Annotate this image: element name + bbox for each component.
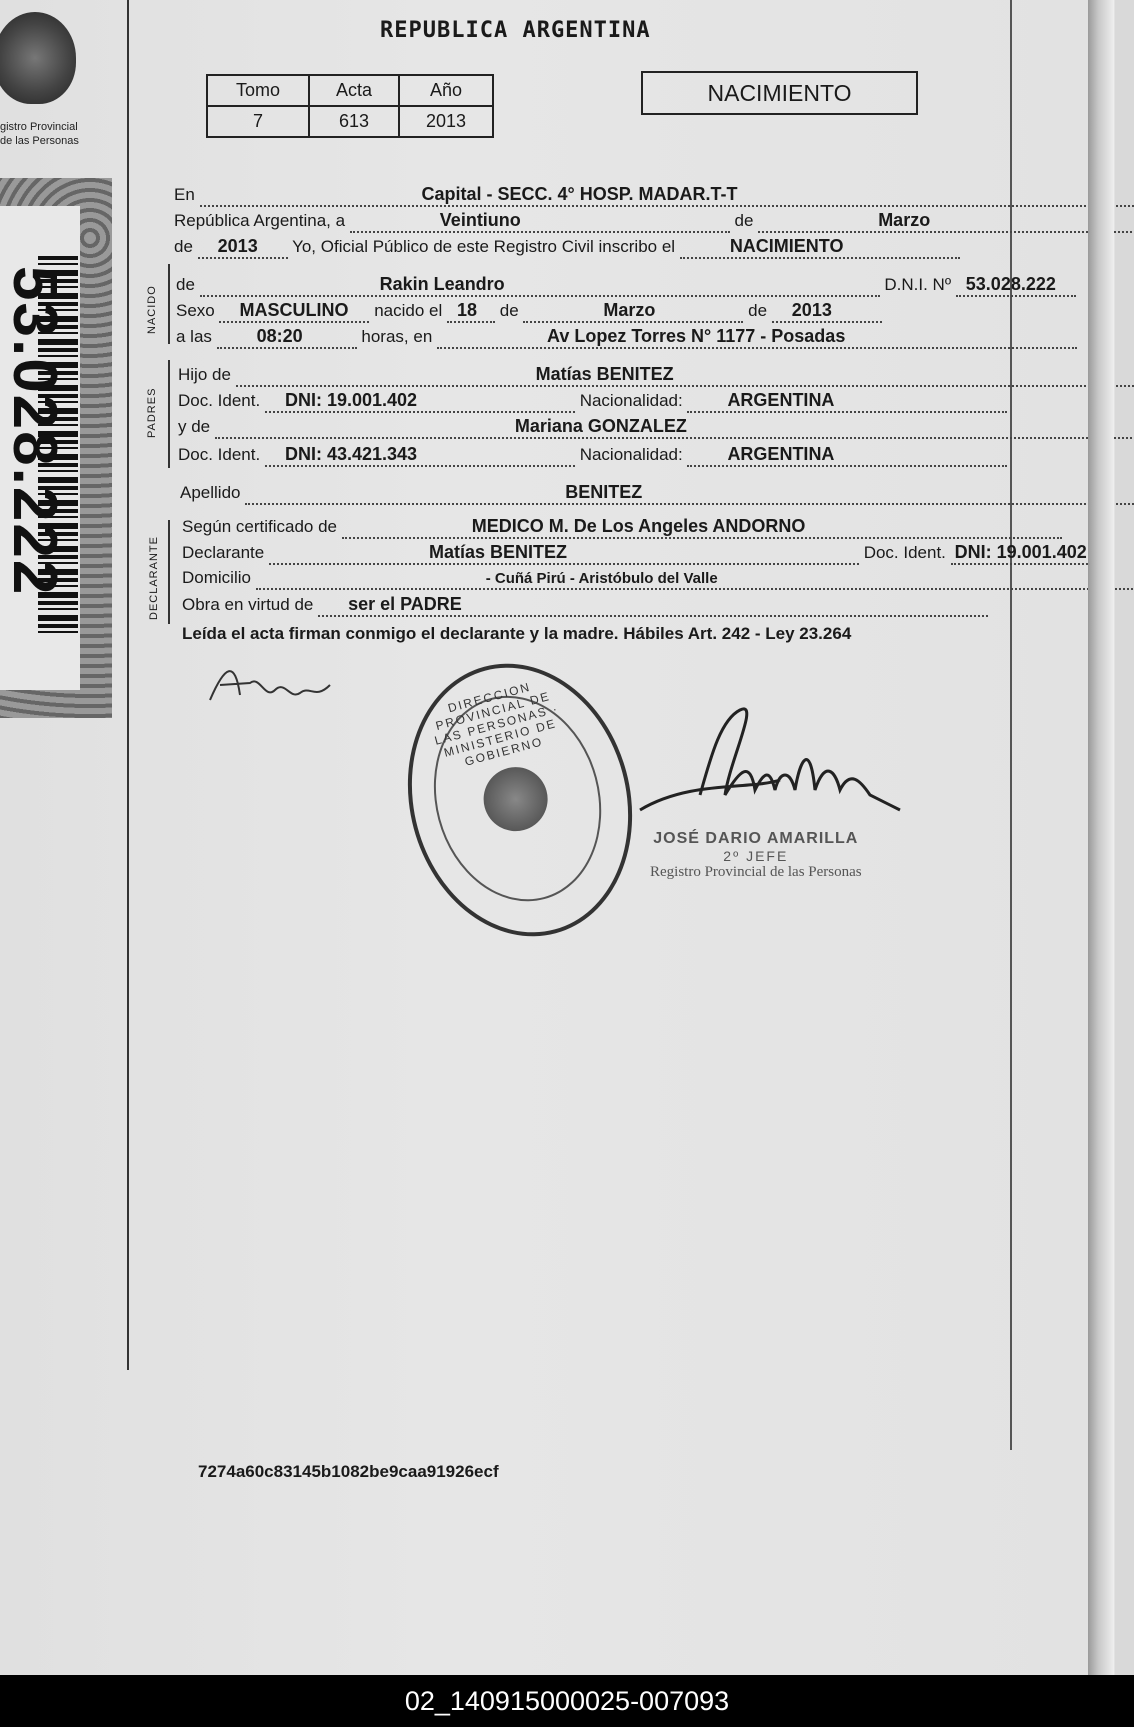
label: Domicilio xyxy=(182,568,251,587)
value-field xyxy=(758,210,1134,233)
label: D.N.I. Nº xyxy=(884,275,952,294)
value-field xyxy=(236,364,1134,387)
label: Obra en virtud de xyxy=(182,595,314,614)
birth-month: Marzo xyxy=(603,300,656,320)
value-field xyxy=(265,390,575,413)
value-field xyxy=(215,416,1134,439)
mother-name: Mariana GONZALEZ xyxy=(514,416,687,436)
page-edge xyxy=(1088,0,1114,1675)
value-field xyxy=(523,300,743,323)
label: horas, en xyxy=(361,327,433,346)
label: Nacionalidad: xyxy=(579,391,683,410)
value-field xyxy=(437,326,1077,349)
label: de xyxy=(174,237,193,256)
margin-line xyxy=(127,0,129,1370)
sex-value: MASCULINO xyxy=(239,300,349,320)
inscribe-value: NACIMIENTO xyxy=(729,236,844,256)
certificate-value: MEDICO M. De Los Angeles ANDORNO xyxy=(471,516,806,536)
section-divider xyxy=(168,520,170,624)
mother-nationality: ARGENTINA xyxy=(727,444,835,464)
newborn-dni: 53.028.222 xyxy=(965,274,1056,294)
value-field xyxy=(687,444,1007,467)
value-field xyxy=(265,444,575,467)
value-field xyxy=(951,542,1095,565)
value-field xyxy=(318,594,988,617)
nacido-line-sex xyxy=(176,300,882,323)
label: Según certificado de xyxy=(182,517,337,536)
label: Sexo xyxy=(176,301,215,320)
nacido-line-name xyxy=(176,274,1076,297)
label: a las xyxy=(176,327,212,346)
reason-value: ser el PADRE xyxy=(348,594,462,614)
declarante-line-cert xyxy=(182,516,1062,539)
year-value: 2013 xyxy=(217,236,258,256)
value-field xyxy=(687,390,1007,413)
value-field xyxy=(772,300,882,323)
declarante-line-address xyxy=(182,568,1134,590)
birth-place: Av Lopez Torres N° 1177 - Posadas xyxy=(547,326,846,346)
province-seal-icon xyxy=(0,12,76,104)
newborn-name: Rakin Leandro xyxy=(379,274,505,294)
declarant-name: Matías BENITEZ xyxy=(428,542,567,562)
mother-doc: DNI: 43.421.343 xyxy=(284,444,418,464)
table-header: Año xyxy=(399,75,493,106)
label: Apellido xyxy=(180,483,241,502)
document-hash: 7274a60c83145b1082be9caa91926ecf xyxy=(198,1462,499,1481)
nacido-line-time xyxy=(176,326,1077,349)
address-value: - Cuñá Pirú - Aristóbulo del Valle xyxy=(485,570,718,587)
label: Doc. Ident. xyxy=(178,391,261,410)
apellido-line xyxy=(180,482,1134,505)
label: Yo, Oficial Público de este Registro Civil inscribo el xyxy=(292,237,676,256)
value-field xyxy=(219,300,369,323)
table-header: Tomo xyxy=(207,75,309,106)
value-field xyxy=(350,210,730,233)
section-divider xyxy=(168,264,170,344)
value-field xyxy=(269,542,859,565)
padres-line-father-doc xyxy=(178,390,1007,413)
padres-line-father xyxy=(178,364,1134,387)
official-stamp xyxy=(378,638,662,962)
value-field xyxy=(200,184,1134,207)
label: Hijo de xyxy=(178,365,231,384)
signer-name: JOSÉ DARIO AMARILLA xyxy=(653,830,859,847)
label: En xyxy=(174,185,195,204)
section-label-nacido: NACIDO xyxy=(146,285,158,334)
acta-line-place xyxy=(174,184,1134,207)
table-cell: 2013 xyxy=(399,106,493,137)
label: Doc. Ident. xyxy=(178,445,261,464)
official-signature-icon xyxy=(630,700,910,830)
barcode-panel xyxy=(0,178,112,718)
place-value: Capital - SECC. 4° HOSP. MADAR.T-T xyxy=(421,184,738,204)
stamp-text: DIRECCION PROVINCIAL DE LAS PERSONAS · MINISTERIO DE GOBIERNO xyxy=(433,679,561,769)
section-divider xyxy=(168,360,170,468)
declarant-signature-icon xyxy=(205,655,345,715)
birth-time: 08:20 xyxy=(256,326,303,346)
signer-block xyxy=(650,830,862,881)
value-field xyxy=(198,236,288,259)
section-label-declarante: DECLARANTE xyxy=(148,536,160,620)
label: Declarante xyxy=(182,543,265,562)
surname-value: BENITEZ xyxy=(565,482,643,502)
label: de xyxy=(748,301,768,320)
value-field xyxy=(447,300,495,323)
section-label-padres: PADRES xyxy=(146,387,158,438)
label: de xyxy=(499,301,519,320)
table-cell: 7 xyxy=(207,106,309,137)
declarant-doc: DNI: 19.001.402 xyxy=(954,542,1087,562)
birth-day: 18 xyxy=(457,300,478,320)
value-field xyxy=(256,568,1134,590)
padres-line-mother-doc xyxy=(178,444,1007,467)
label: y de xyxy=(178,417,211,436)
padres-line-mother xyxy=(178,416,1134,439)
registry-table xyxy=(206,74,494,138)
father-name: Matías BENITEZ xyxy=(535,364,674,384)
logo-caption xyxy=(0,120,79,148)
value-field xyxy=(245,482,1134,505)
file-id-bar: 02_140915000025-007093 xyxy=(0,1675,1134,1727)
signer-office: Registro Provincial de las Personas xyxy=(650,864,862,880)
logo-caption-line: de las Personas xyxy=(0,135,79,147)
document-type-box: NACIMIENTO xyxy=(641,71,918,115)
day-value: Veintiuno xyxy=(439,210,521,230)
value-field xyxy=(217,326,357,349)
value-field xyxy=(342,516,1062,539)
document-title: REPUBLICA ARGENTINA xyxy=(380,18,651,43)
label: nacido el xyxy=(374,301,443,320)
month-value: Marzo xyxy=(878,210,931,230)
label: de xyxy=(176,275,195,294)
father-nationality: ARGENTINA xyxy=(727,390,835,410)
acta-line-inscribe xyxy=(174,236,960,259)
signer-role: 2º JEFE xyxy=(723,848,789,864)
label: de xyxy=(734,211,754,230)
declarante-line-name xyxy=(182,542,1095,565)
closing-statement: Leída el acta firman conmigo el declarante y la madre. Hábiles Art. 242 - Ley 23.264 xyxy=(182,624,852,643)
value-field xyxy=(680,236,960,259)
declarante-line-reason xyxy=(182,594,988,617)
value-field xyxy=(200,274,880,297)
label: República Argentina, a xyxy=(174,211,346,230)
logo-caption-line: gistro Provincial xyxy=(0,121,78,133)
birth-year: 2013 xyxy=(791,300,832,320)
label: Nacionalidad: xyxy=(579,445,683,464)
table-cell: 613 xyxy=(309,106,399,137)
label: Doc. Ident. xyxy=(863,543,946,562)
barcode-label xyxy=(0,206,80,690)
value-field xyxy=(956,274,1076,297)
acta-line-date xyxy=(174,210,1134,233)
barcode-number: 53.028.222 xyxy=(0,266,69,597)
father-doc: DNI: 19.001.402 xyxy=(284,390,418,410)
table-header: Acta xyxy=(309,75,399,106)
